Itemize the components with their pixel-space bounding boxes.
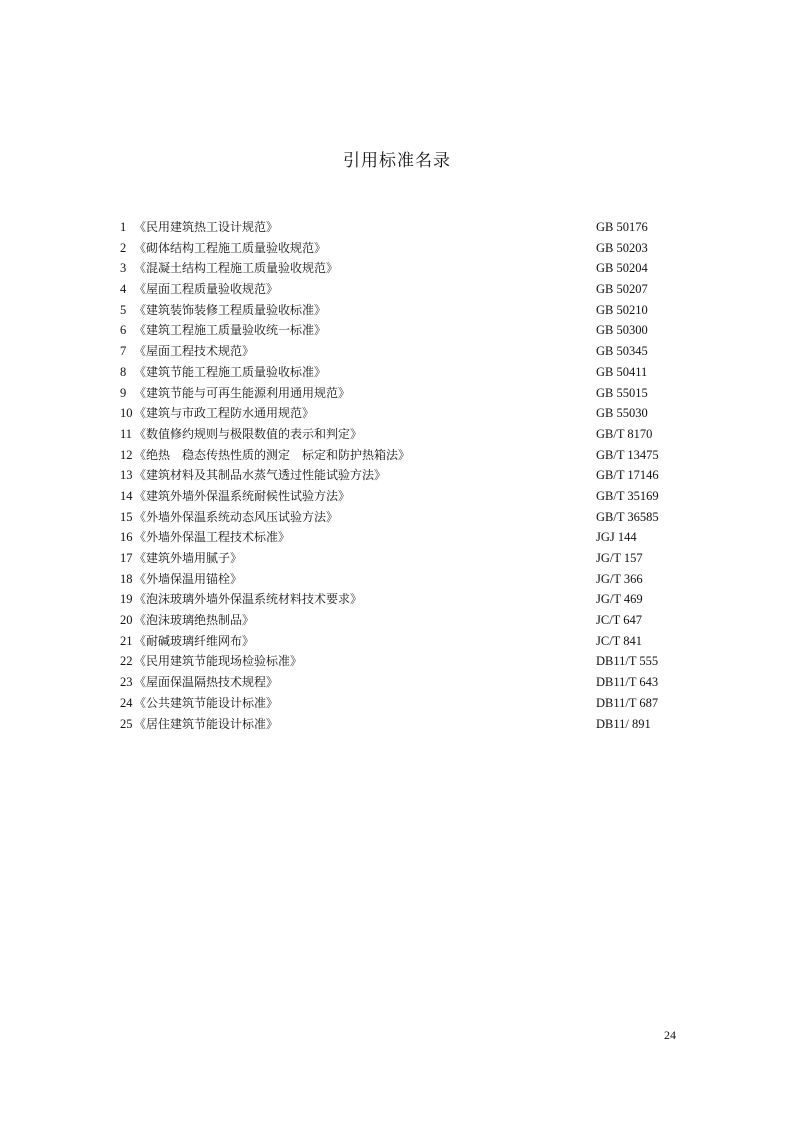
page-number: 24 <box>664 1028 676 1042</box>
item-name: 《数值修约规则与极限数值的表示和判定》 <box>134 426 363 441</box>
item-number: 19 <box>120 592 133 607</box>
list-item <box>120 238 680 259</box>
item-code: GB 50300 <box>596 323 648 338</box>
list-item <box>120 589 680 610</box>
list-item <box>120 341 680 362</box>
item-name: 《建筑节能与可再生能源利用通用规范》 <box>134 385 351 400</box>
item-code: GB 50203 <box>596 240 648 255</box>
list-item <box>120 714 680 735</box>
item-name: 《建筑外墙外保温系统耐候性试验方法》 <box>134 488 351 503</box>
item-name: 《绝热 稳态传热性质的测定 标定和防护热箱法》 <box>134 447 411 462</box>
item-code: GB/T 17146 <box>596 468 659 483</box>
page-title: 引用标准名录 <box>343 151 451 171</box>
item-code: GB 55030 <box>596 406 648 421</box>
item-number: 15 <box>120 509 133 524</box>
list-item <box>120 320 680 341</box>
list-item <box>120 300 680 321</box>
item-name: 《民用建筑节能现场检验标准》 <box>134 654 303 669</box>
item-name: 《外墙保温用锚栓》 <box>134 571 243 586</box>
item-name: 《泡沫玻璃外墙外保温系统材料技术要求》 <box>134 592 363 607</box>
item-number: 6 <box>120 323 127 338</box>
item-code: GB 50210 <box>596 302 648 317</box>
item-code: GB 50345 <box>596 344 648 359</box>
item-name: 《外墙外保温系统动态风压试验方法》 <box>134 509 339 524</box>
item-code: GB 50411 <box>596 364 648 379</box>
item-number: 7 <box>120 344 127 359</box>
item-name: 《耐碱玻璃纤维网布》 <box>134 633 255 648</box>
list-item <box>120 465 680 486</box>
item-number: 17 <box>120 551 133 565</box>
item-number: 21 <box>120 633 133 648</box>
item-name: 《屋面工程质量验收规范》 <box>134 282 279 297</box>
list-item <box>120 424 680 445</box>
item-name: 《建筑材料及其制品水蒸气透过性能试验方法》 <box>134 468 387 483</box>
item-code: GB 55015 <box>596 385 648 400</box>
item-name: 《屋面工程技术规范》 <box>134 344 255 359</box>
item-number: 1 <box>120 220 127 234</box>
list-item <box>120 527 680 548</box>
item-number: 9 <box>120 385 127 400</box>
standards-list <box>120 217 680 734</box>
list-item <box>120 672 680 693</box>
item-number: 8 <box>120 364 127 379</box>
item-name: 《外墙外保温工程技术标准》 <box>134 530 291 545</box>
item-code: GB 50204 <box>596 261 648 276</box>
item-number: 22 <box>120 654 133 669</box>
item-number: 5 <box>120 302 127 317</box>
item-code: JC/T 841 <box>596 633 642 648</box>
item-name: 《民用建筑热工设计规范》 <box>134 220 279 234</box>
item-code: JGJ 144 <box>596 530 637 545</box>
item-number: 12 <box>120 447 133 462</box>
item-number: 20 <box>120 613 133 628</box>
item-code: DB11/T 687 <box>596 695 659 710</box>
item-number: 11 <box>120 426 133 441</box>
list-item <box>120 548 680 569</box>
item-name: 《居住建筑节能设计标准》 <box>134 716 279 731</box>
item-code: GB 50207 <box>596 282 648 297</box>
item-number: 2 <box>120 240 127 255</box>
item-number: 23 <box>120 675 133 690</box>
item-code: GB 50176 <box>596 220 648 234</box>
item-number: 18 <box>120 571 133 586</box>
item-name: 《屋面保温隔热技术规程》 <box>134 675 279 690</box>
list-item <box>120 403 680 424</box>
list-item <box>120 445 680 466</box>
list-item <box>120 507 680 528</box>
item-name: 《公共建筑节能设计标准》 <box>134 695 279 710</box>
item-name: 《建筑节能工程施工质量验收标准》 <box>134 364 327 379</box>
item-name: 《建筑装饰装修工程质量验收标准》 <box>134 302 327 317</box>
item-code: JG/T 469 <box>596 592 643 607</box>
item-code: GB/T 13475 <box>596 447 659 462</box>
item-name: 《建筑外墙用腻子》 <box>134 551 243 565</box>
list-item <box>120 693 680 714</box>
item-name: 《砌体结构工程施工质量验收规范》 <box>134 240 327 255</box>
item-name: 《混凝土结构工程施工质量验收规范》 <box>134 261 339 276</box>
list-item <box>120 258 680 279</box>
item-code: DB11/T 643 <box>596 675 659 690</box>
item-number: 13 <box>120 468 133 483</box>
item-name: 《建筑与市政工程防水通用规范》 <box>134 406 315 421</box>
item-number: 14 <box>120 488 133 503</box>
item-code: GB/T 35169 <box>596 488 659 503</box>
item-number: 25 <box>120 716 133 731</box>
item-code: JG/T 157 <box>596 551 643 565</box>
item-number: 3 <box>120 261 127 276</box>
list-item <box>120 279 680 300</box>
item-number: 4 <box>120 282 127 297</box>
item-number: 10 <box>120 406 133 421</box>
item-code: JC/T 647 <box>596 613 642 628</box>
list-item <box>120 651 680 672</box>
item-code: GB/T 36585 <box>596 509 659 524</box>
item-code: DB11/ 891 <box>596 716 651 731</box>
item-number: 24 <box>120 695 133 710</box>
item-number: 16 <box>120 530 133 545</box>
list-item <box>120 486 680 507</box>
item-code: JG/T 366 <box>596 571 643 586</box>
list-item <box>120 610 680 631</box>
list-item <box>120 217 680 238</box>
item-code: DB11/T 555 <box>596 654 659 669</box>
list-item <box>120 383 680 404</box>
item-name: 《泡沫玻璃绝热制品》 <box>134 613 255 628</box>
item-name: 《建筑工程施工质量验收统一标准》 <box>134 323 327 338</box>
list-item <box>120 362 680 383</box>
list-item <box>120 631 680 652</box>
list-item <box>120 569 680 590</box>
item-code: GB/T 8170 <box>596 426 653 441</box>
